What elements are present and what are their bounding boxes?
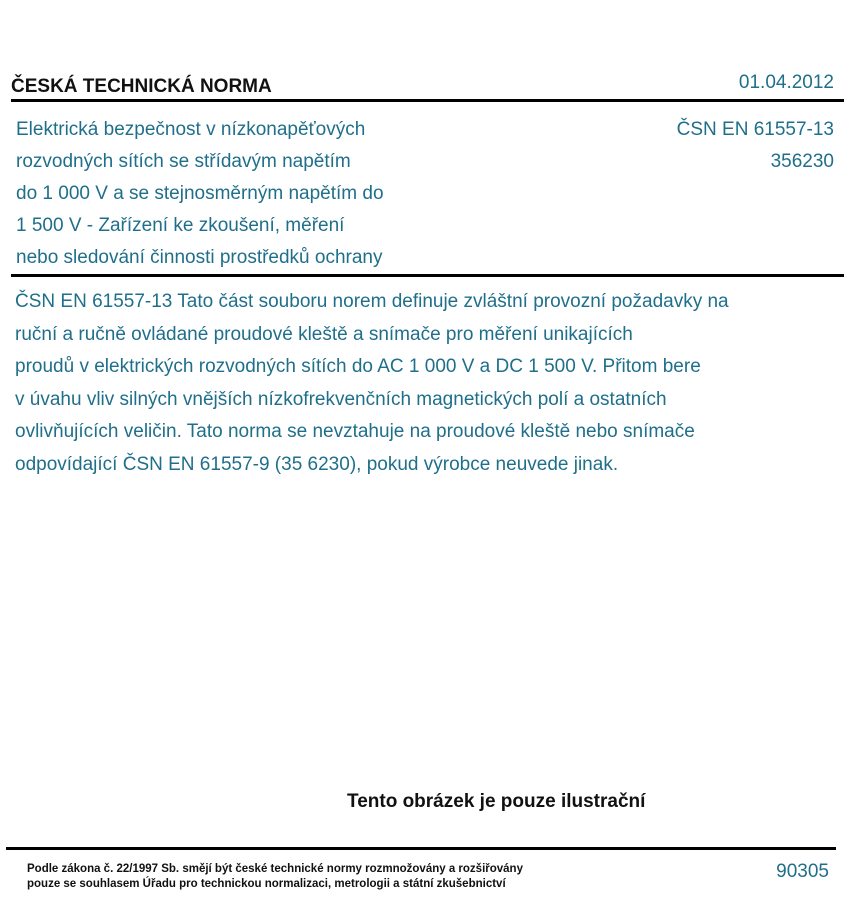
standard-identifiers — [677, 114, 834, 178]
legal-notice-line: pouze se souhlasem Úřadu pro technickou normalizaci, metrologii a státní zkušebnictví — [27, 878, 506, 890]
abstract-line: odpovídající ČSN EN 61557-9 (35 6230), pokud výrobce neuvede jinak. — [15, 453, 619, 475]
document-type-heading: ČESKÁ TECHNICKÁ NORMA — [11, 76, 272, 97]
legal-notice-line: Podle zákona č. 22/1997 Sb. smějí být české technické normy rozmnožovány a rozšiřovány — [27, 863, 523, 875]
abstract-paragraph — [15, 286, 850, 481]
standard-title — [16, 114, 456, 274]
publication-date: 01.04.2012 — [738, 72, 834, 93]
standard-title-line: 1 500 V - Zařízení ke zkoušení, měření — [16, 215, 345, 236]
catalog-number: 90305 — [776, 861, 829, 882]
abstract-line: ČSN EN 61557-13 Tato část souboru norem definuje zvláštní provozní požadavky na — [15, 291, 729, 312]
standard-title-line: Elektrická bezpečnost v nízkonapěťových — [16, 119, 366, 140]
abstract-line: v úvahu vliv silných vnějších nízkofrekvenčních magnetických polí a ostatních — [15, 388, 667, 410]
classification-number: 356230 — [770, 151, 834, 172]
footer-divider — [6, 847, 836, 850]
standard-title-line: nebo sledování činnosti prostředků ochrany — [16, 247, 383, 268]
legal-notice — [27, 862, 523, 892]
standard-designation: ČSN EN 61557-13 — [676, 119, 834, 140]
illustration-disclaimer: Tento obrázek je pouze ilustrační — [347, 791, 646, 812]
standard-title-line: rozvodných sítích se střídavým napětím — [16, 151, 351, 172]
header-divider — [11, 99, 844, 102]
title-divider — [11, 274, 844, 277]
abstract-line: ruční a ručně ovládané proudové kleště a snímače pro měření unikajících — [15, 323, 633, 345]
abstract-line: ovlivňujících veličin. Tato norma se nevztahuje na proudové kleště nebo snímače — [15, 421, 695, 442]
standard-title-line: do 1 000 V a se stejnosměrným napětím do — [16, 183, 384, 204]
abstract-line: proudů v elektrických rozvodných sítích do AC 1 000 V a DC 1 500 V. Přitom bere — [15, 356, 701, 377]
